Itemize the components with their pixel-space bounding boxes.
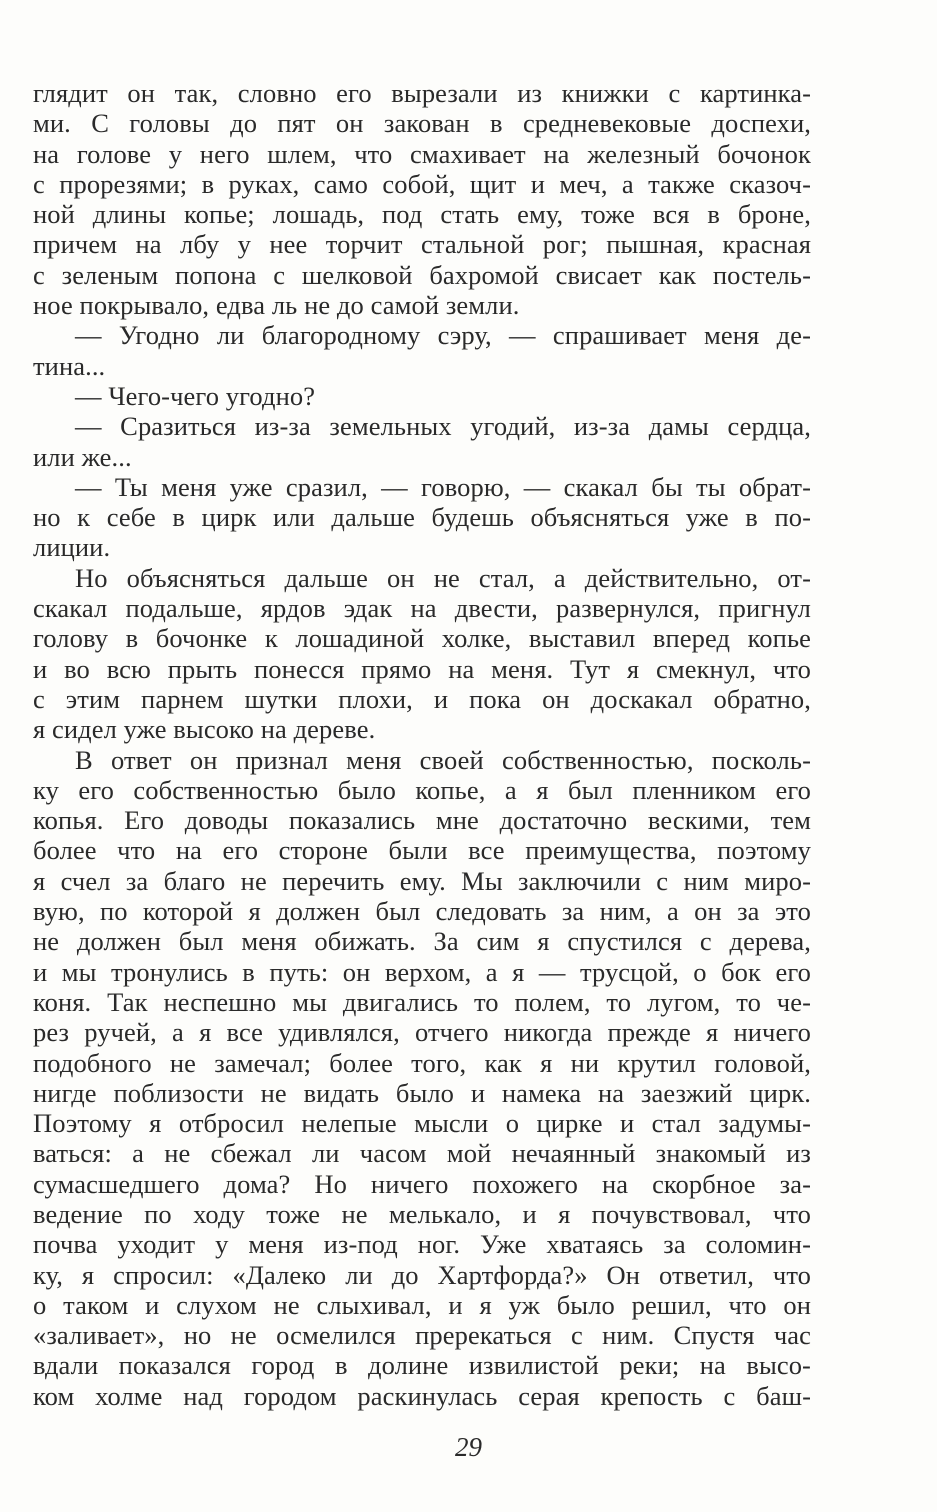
page-number: 29 [455,1432,482,1462]
text-line: о таком и слухом не слыхивал, и я уж было решил, что он [33,1289,811,1320]
text-line: Поэтому я отбросил нелепые мысли о цирке и стал задумы- [33,1108,811,1139]
text-line: ми. С головы до пят он закован в средневековые доспехи, [33,108,811,139]
text-line: «заливает», но не осмелился пререкаться с ним. Спустя час [33,1320,811,1351]
text-line: и мы тронулись в путь: он верхом, а я — трусцой, о бок его [33,956,811,987]
text-line: коня. Так неспешно мы двигались то полем, то лугом, то че- [33,986,811,1017]
text-line: или же... [33,441,132,472]
text-line: — Сразиться из-за земельных угодий, из-за дамы сердца, [75,411,811,442]
text-line: глядит он так, словно его вырезали из книжки с картинка- [33,78,811,108]
text-line: я сидел уже высоко на дереве. [33,714,376,745]
text-line: вую, по которой я должен был следовать за ним, а он за это [33,896,811,927]
text-line: ку, я спросил: «Далеко ли до Хартфорда?» Он ответил, что [33,1259,811,1290]
text-line: сумасшедшего дома? Но ничего похожего на скорбное за- [33,1168,811,1199]
text-line: В ответ он признал меня своей собственностью, посколь- [75,744,811,775]
text-line: с зеленым попона с шелковой бахромой свисает как постель- [33,259,811,290]
text-line: — Ты меня уже сразил, — говорю, — скакал бы ты обрат- [75,471,811,502]
text-line: причем на лбу у нее торчит стальной рог; пышная, красная [33,229,811,260]
text-line: нигде поблизости не видать было и намека на заезжий цирк. [33,1077,811,1108]
text-line: рез ручей, а я все удивлялся, отчего никогда прежде я ничего [33,1017,811,1048]
text-line: ком холме над городом раскинулась серая крепость с баш- [33,1380,811,1411]
text-line: Но объясняться дальше он не стал, а действительно, от- [75,562,811,593]
text-line: с прорезями; в руках, само собой, щит и меч, а также сказоч- [33,168,811,199]
text-line: скакал подальше, ярдов эдак на двести, развернулся, пригнул [33,593,811,624]
text-line: копья. Его доводы показались мне достаточно вескими, тем [33,805,811,836]
text-line: — Чего-чего угодно? [75,380,316,411]
text-line: я счел за благо не перечить ему. Мы заключили с ним миро- [33,865,811,896]
text-line: ку его собственностью было копье, а я был пленником его [33,774,811,805]
text-line: и во всю прыть понесся прямо на меня. Тут я смекнул, что [33,653,811,684]
text-line: на голове у него шлем, что смахивает на железный бочонок [33,138,811,169]
text-line: подобного не замечал; более того, как я ни крутил головой, [33,1047,811,1078]
text-line: вдали показался город в долине извилистой реки; на высо- [33,1350,811,1381]
text-line: почва уходит у меня из-под ног. Уже хватаясь за соломин- [33,1229,811,1260]
text-line: ное покрывало, едва ль не до самой земли. [33,290,520,321]
text-line: ваться: а не сбежал ли часом мой нечаянный знакомый из [33,1138,811,1169]
text-line: — Угодно ли благородному сэру, — спрашивает меня де- [75,320,811,351]
text-line: более что на его стороне были все преимущества, поэтому [33,835,811,866]
text-line: ведение по ходу тоже не мелькало, и я почувствовал, что [33,1198,811,1229]
body-text [33,78,811,1411]
text-line: ной длины копье; лошадь, под стать ему, тоже вся в броне, [33,199,811,230]
text-line: тина... [33,350,106,381]
text-line: с этим парнем шутки плохи, и пока он доскакал обратно, [33,683,811,714]
text-line: голову в бочонке к лошадиной холке, выставил вперед копье [33,623,811,654]
text-line: но к себе в цирк или дальше будешь объясняться уже в по- [33,502,811,533]
text-line: не должен был меня обижать. За сим я спустился с дерева, [33,926,811,957]
text-line: лиции. [33,532,111,563]
